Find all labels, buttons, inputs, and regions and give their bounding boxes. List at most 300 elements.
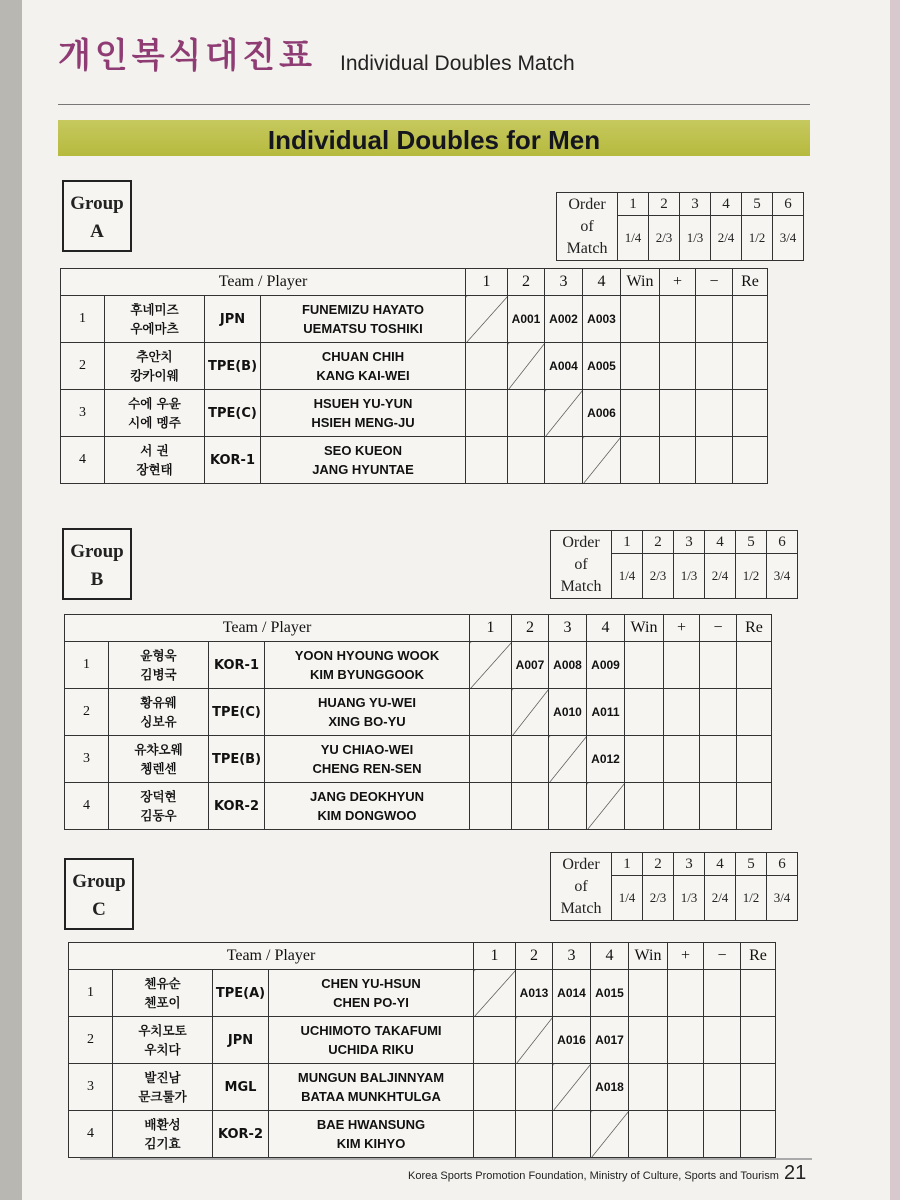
order-number: 2 xyxy=(643,853,674,876)
order-number: 3 xyxy=(674,853,705,876)
english-player-name: MUNGUN BALJINNYAM xyxy=(297,1070,445,1085)
match-code-cell: A011 xyxy=(587,689,625,736)
self-match-cell xyxy=(591,1111,629,1158)
row-number: 4 xyxy=(69,1111,113,1158)
order-fixture xyxy=(612,554,643,599)
table-row xyxy=(65,642,772,689)
order-label-line: Order xyxy=(562,855,600,873)
order-fixture-pair: 3/4 xyxy=(773,568,791,583)
match-code-cell xyxy=(549,783,587,830)
order-number: 5 xyxy=(742,193,773,216)
english-names-cell xyxy=(261,296,466,343)
team-code: TPE(C) xyxy=(205,390,261,437)
self-match-cell xyxy=(470,642,512,689)
row-number: 4 xyxy=(65,783,109,830)
match-code-cell xyxy=(508,390,545,437)
order-label-line: Order xyxy=(562,533,600,551)
match-code-cell: A001 xyxy=(508,296,545,343)
order-number: 2 xyxy=(649,193,680,216)
opponent-column-header: 4 xyxy=(591,943,629,970)
korean-player-name: 윤형욱 xyxy=(140,648,177,663)
table-row xyxy=(61,390,768,437)
match-code-cell xyxy=(474,1064,516,1111)
win-cell xyxy=(621,296,660,343)
team-code: JPN xyxy=(205,296,261,343)
order-number-row xyxy=(551,853,798,876)
korean-names-cell xyxy=(105,390,205,437)
re-cell xyxy=(741,1064,776,1111)
self-match-cell xyxy=(474,970,516,1017)
order-label-line: Match xyxy=(566,239,608,257)
opponent-column-header: 1 xyxy=(466,269,508,296)
row-number: 2 xyxy=(61,343,105,390)
english-names-cell xyxy=(261,437,466,484)
minus-cell xyxy=(700,642,737,689)
re-cell xyxy=(733,296,768,343)
team-player-header: Team / Player xyxy=(61,269,466,296)
win-cell xyxy=(629,1017,668,1064)
order-number: 4 xyxy=(705,531,736,554)
opponent-column-header: 4 xyxy=(583,269,621,296)
order-fixture xyxy=(705,876,736,921)
self-match-cell xyxy=(508,343,545,390)
opponent-column-header: 3 xyxy=(549,615,587,642)
minus-cell xyxy=(704,970,741,1017)
korean-player-name: 싱보유 xyxy=(140,714,177,729)
win-cell xyxy=(625,736,664,783)
team-code: JPN xyxy=(213,1017,269,1064)
korean-names-cell xyxy=(113,1111,213,1158)
team-player-header: Team / Player xyxy=(65,615,470,642)
order-fixture xyxy=(643,554,674,599)
group-label-box xyxy=(62,180,132,252)
korean-player-name: 황유웨 xyxy=(140,695,177,710)
table-row xyxy=(65,736,772,783)
group-label-box xyxy=(62,528,132,600)
korean-player-name: 시에 멩주 xyxy=(128,415,181,430)
match-code-cell xyxy=(553,1111,591,1158)
match-code-cell xyxy=(516,1064,553,1111)
re-header: Re xyxy=(737,615,772,642)
row-number: 3 xyxy=(61,390,105,437)
page-title-english: Individual Doubles Match xyxy=(340,52,575,75)
order-fixture-pair: 2/4 xyxy=(717,230,735,245)
team-code: MGL xyxy=(213,1064,269,1111)
order-number: 4 xyxy=(705,853,736,876)
order-fixture xyxy=(705,554,736,599)
plus-header: + xyxy=(668,943,704,970)
win-cell xyxy=(621,437,660,484)
order-fixture-pair: 2/3 xyxy=(649,890,667,905)
group-label-box xyxy=(64,858,134,930)
korean-player-name: 발진남 xyxy=(144,1070,181,1085)
opponent-column-header: 3 xyxy=(553,943,591,970)
group-label-letter: B xyxy=(90,569,104,590)
opponent-column-header: 3 xyxy=(545,269,583,296)
english-names-cell xyxy=(269,1017,474,1064)
order-number: 5 xyxy=(736,853,767,876)
order-fixture xyxy=(736,876,767,921)
re-cell xyxy=(737,783,772,830)
order-number: 6 xyxy=(767,853,798,876)
order-fixture-pair: 1/4 xyxy=(624,230,642,245)
english-player-name: YU CHIAO-WEI xyxy=(320,742,414,757)
match-code-cell xyxy=(470,736,512,783)
order-fixture-pair: 1/4 xyxy=(618,568,636,583)
team-player-header: Team / Player xyxy=(69,943,474,970)
table-row xyxy=(61,437,768,484)
minus-header: − xyxy=(704,943,741,970)
match-code-cell xyxy=(466,437,508,484)
order-number: 1 xyxy=(612,531,643,554)
plus-cell xyxy=(660,390,696,437)
order-number: 2 xyxy=(643,531,674,554)
match-code-cell xyxy=(470,689,512,736)
self-match-cell xyxy=(516,1017,553,1064)
minus-cell xyxy=(700,689,737,736)
row-number: 1 xyxy=(61,296,105,343)
korean-names-cell xyxy=(105,437,205,484)
re-cell xyxy=(737,736,772,783)
order-fixture xyxy=(773,216,804,261)
minus-cell xyxy=(696,296,733,343)
korean-player-name: 장덕현 xyxy=(140,789,177,804)
korean-player-name: 첸유순 xyxy=(144,976,181,991)
english-names-cell xyxy=(269,970,474,1017)
korean-player-name: 첸포이 xyxy=(144,995,181,1010)
match-code-cell xyxy=(474,1017,516,1064)
match-code-cell: A006 xyxy=(583,390,621,437)
row-number: 3 xyxy=(65,736,109,783)
match-code-cell: A005 xyxy=(583,343,621,390)
match-code-cell xyxy=(466,390,508,437)
row-number: 2 xyxy=(69,1017,113,1064)
order-fixture xyxy=(736,554,767,599)
order-fixture xyxy=(649,216,680,261)
table-row xyxy=(61,343,768,390)
win-header: Win xyxy=(621,269,660,296)
english-player-name: HUANG YU-WEI xyxy=(318,695,416,710)
order-label-line: Order xyxy=(568,195,606,213)
korean-player-name: 수에 우윤 xyxy=(128,396,181,411)
footer-divider xyxy=(80,1158,812,1160)
re-cell xyxy=(741,1017,776,1064)
order-number: 1 xyxy=(618,193,649,216)
group-label-letter: C xyxy=(92,899,106,920)
korean-names-cell xyxy=(113,970,213,1017)
korean-player-name: 김기효 xyxy=(144,1136,181,1151)
order-fixture-pair: 1/2 xyxy=(748,230,766,245)
opponent-column-header: 4 xyxy=(587,615,625,642)
korean-names-cell xyxy=(113,1064,213,1111)
order-fixture-pair: 1/3 xyxy=(680,568,698,583)
order-fixture xyxy=(767,876,798,921)
opponent-column-header: 2 xyxy=(512,615,549,642)
english-player-name: JANG DEOKHYUN xyxy=(309,789,425,804)
row-number: 2 xyxy=(65,689,109,736)
minus-cell xyxy=(696,437,733,484)
order-label-line: of xyxy=(574,555,588,573)
korean-player-name: 김동우 xyxy=(140,808,177,823)
order-fixture-pair: 1/2 xyxy=(742,568,760,583)
team-code: KOR-2 xyxy=(209,783,265,830)
match-code-cell: A018 xyxy=(591,1064,629,1111)
group-match-table xyxy=(68,942,776,1158)
english-names-cell xyxy=(265,689,470,736)
english-player-name: JANG HYUNTAE xyxy=(312,462,414,477)
match-code-cell: A014 xyxy=(553,970,591,1017)
footer-credit: Korea Sports Promotion Foundation, Ministry of Culture, Sports and Tourism xyxy=(408,1170,779,1182)
english-names-cell xyxy=(265,736,470,783)
order-fixture xyxy=(643,876,674,921)
korean-names-cell xyxy=(105,296,205,343)
korean-player-name: 유챠오웨 xyxy=(134,742,183,757)
order-fixture xyxy=(618,216,649,261)
order-fixture xyxy=(711,216,742,261)
match-code-cell xyxy=(512,783,549,830)
order-number: 3 xyxy=(680,193,711,216)
match-code-cell xyxy=(512,736,549,783)
korean-player-name: 쳉렌센 xyxy=(140,761,177,776)
order-fixture-pair: 2/3 xyxy=(649,568,667,583)
minus-header: − xyxy=(700,615,737,642)
match-code-cell: A017 xyxy=(591,1017,629,1064)
english-player-name: KIM KIHYO xyxy=(336,1136,406,1151)
plus-cell xyxy=(660,296,696,343)
english-names-cell xyxy=(269,1111,474,1158)
english-player-name: KIM DONGWOO xyxy=(317,808,417,823)
group-label-word: Group xyxy=(70,193,124,214)
order-fixture-pair: 3/4 xyxy=(773,890,791,905)
english-player-name: HSIEH MENG-JU xyxy=(311,415,415,430)
opponent-column-header: 2 xyxy=(508,269,545,296)
english-player-name: HSUEH YU-YUN xyxy=(313,396,413,411)
order-of-match-table xyxy=(550,852,798,921)
plus-cell xyxy=(664,783,700,830)
group-label-word: Group xyxy=(72,871,126,892)
plus-cell xyxy=(668,970,704,1017)
table-header-row xyxy=(61,269,768,296)
order-number: 6 xyxy=(767,531,798,554)
order-fixture-pair: 1/3 xyxy=(686,230,704,245)
minus-cell xyxy=(704,1017,741,1064)
re-cell xyxy=(737,689,772,736)
korean-names-cell xyxy=(109,783,209,830)
row-number: 1 xyxy=(69,970,113,1017)
page-title-korean: 개인복식대진표 xyxy=(58,36,316,76)
match-code-cell: A003 xyxy=(583,296,621,343)
win-cell xyxy=(621,390,660,437)
english-player-name: XING BO-YU xyxy=(328,714,406,729)
match-code-cell xyxy=(545,437,583,484)
match-code-cell: A008 xyxy=(549,642,587,689)
korean-player-name: 장현태 xyxy=(136,462,173,477)
korean-player-name: 문크툴가 xyxy=(138,1089,187,1104)
order-label-line: of xyxy=(574,877,588,895)
match-code-cell xyxy=(508,437,545,484)
self-match-cell xyxy=(545,390,583,437)
korean-player-name: 김병국 xyxy=(140,667,177,682)
order-fixture-pair: 3/4 xyxy=(779,230,797,245)
minus-cell xyxy=(696,390,733,437)
order-of-match-label xyxy=(551,531,612,599)
korean-player-name: 우에마츠 xyxy=(130,321,179,336)
order-of-match-table xyxy=(556,192,804,261)
english-names-cell xyxy=(265,783,470,830)
match-code-cell xyxy=(470,783,512,830)
group-match-table xyxy=(60,268,768,484)
english-player-name: CHUAN CHIH xyxy=(321,349,405,364)
group-match-table xyxy=(64,614,772,830)
order-label-line: Match xyxy=(560,577,602,595)
korean-player-name: 배환성 xyxy=(144,1117,181,1132)
match-code-cell xyxy=(474,1111,516,1158)
order-fixture xyxy=(767,554,798,599)
korean-names-cell xyxy=(105,343,205,390)
plus-cell xyxy=(668,1017,704,1064)
section-banner-title: Individual Doubles for Men xyxy=(267,125,601,155)
order-number: 3 xyxy=(674,531,705,554)
match-code-cell xyxy=(466,343,508,390)
order-of-match-table xyxy=(550,530,798,599)
english-names-cell xyxy=(269,1064,474,1111)
opponent-column-header: 2 xyxy=(516,943,553,970)
english-player-name: KIM BYUNGGOOK xyxy=(309,667,425,682)
order-fixture xyxy=(612,876,643,921)
opponent-column-header: 1 xyxy=(470,615,512,642)
order-of-match-label xyxy=(551,853,612,921)
plus-cell xyxy=(660,343,696,390)
header-divider xyxy=(58,104,810,105)
english-player-name: CHEN YU-HSUN xyxy=(321,976,421,991)
match-code-cell: A009 xyxy=(587,642,625,689)
self-match-cell xyxy=(553,1064,591,1111)
self-match-cell xyxy=(512,689,549,736)
team-code: TPE(A) xyxy=(213,970,269,1017)
self-match-cell xyxy=(466,296,508,343)
english-names-cell xyxy=(261,343,466,390)
match-code-cell: A010 xyxy=(549,689,587,736)
korean-player-name: 우치모토 xyxy=(138,1023,187,1038)
match-code-cell: A002 xyxy=(545,296,583,343)
win-cell xyxy=(629,1064,668,1111)
minus-cell xyxy=(700,783,737,830)
table-header-row xyxy=(65,615,772,642)
order-fixture-pair: 2/4 xyxy=(711,890,729,905)
order-fixture-pair: 1/2 xyxy=(742,890,760,905)
english-names-cell xyxy=(265,642,470,689)
plus-cell xyxy=(668,1064,704,1111)
korean-names-cell xyxy=(109,736,209,783)
english-player-name: FUNEMIZU HAYATO xyxy=(301,302,425,317)
korean-player-name: 후네미즈 xyxy=(130,302,179,317)
english-player-name: YOON HYOUNG WOOK xyxy=(294,648,440,663)
table-row xyxy=(69,1111,776,1158)
re-cell xyxy=(737,642,772,689)
opponent-column-header: 1 xyxy=(474,943,516,970)
order-fixture-pair: 1/3 xyxy=(680,890,698,905)
minus-cell xyxy=(696,343,733,390)
korean-names-cell xyxy=(109,642,209,689)
table-header-row xyxy=(69,943,776,970)
self-match-cell xyxy=(583,437,621,484)
order-number: 1 xyxy=(612,853,643,876)
order-number: 6 xyxy=(773,193,804,216)
row-number: 3 xyxy=(69,1064,113,1111)
table-row xyxy=(69,970,776,1017)
plus-cell xyxy=(664,642,700,689)
order-number-row xyxy=(551,531,798,554)
win-cell xyxy=(625,783,664,830)
plus-cell xyxy=(660,437,696,484)
order-number-row xyxy=(557,193,804,216)
order-label-line: Match xyxy=(560,899,602,917)
minus-cell xyxy=(704,1111,741,1158)
table-row xyxy=(69,1064,776,1111)
korean-player-name: 우치다 xyxy=(144,1042,181,1057)
english-player-name: SEO KUEON xyxy=(323,443,402,458)
english-player-name: CHEN PO-YI xyxy=(333,995,409,1010)
page-edge-decoration xyxy=(890,0,900,1200)
win-header: Win xyxy=(625,615,664,642)
english-names-cell xyxy=(261,390,466,437)
plus-header: + xyxy=(664,615,700,642)
match-code-cell: A007 xyxy=(512,642,549,689)
order-fixture xyxy=(742,216,773,261)
re-cell xyxy=(733,390,768,437)
korean-names-cell xyxy=(113,1017,213,1064)
match-code-cell: A013 xyxy=(516,970,553,1017)
english-player-name: BATAA MUNKHTULGA xyxy=(301,1089,441,1104)
order-fixture xyxy=(674,876,705,921)
team-code: KOR-1 xyxy=(205,437,261,484)
team-code: KOR-2 xyxy=(213,1111,269,1158)
order-of-match-label xyxy=(557,193,618,261)
re-header: Re xyxy=(733,269,768,296)
order-fixture-pair: 2/3 xyxy=(655,230,673,245)
order-number: 4 xyxy=(711,193,742,216)
minus-header: − xyxy=(696,269,733,296)
match-code-cell: A004 xyxy=(545,343,583,390)
english-player-name: UEMATSU TOSHIKI xyxy=(303,321,423,336)
page-number: 21 xyxy=(784,1162,807,1184)
team-code: TPE(B) xyxy=(209,736,265,783)
re-header: Re xyxy=(741,943,776,970)
korean-player-name: 캉카이웨 xyxy=(130,368,179,383)
order-label-line: of xyxy=(580,217,594,235)
re-cell xyxy=(733,437,768,484)
plus-cell xyxy=(664,736,700,783)
order-fixture-pair: 1/4 xyxy=(618,890,636,905)
order-fixture xyxy=(674,554,705,599)
re-cell xyxy=(741,1111,776,1158)
win-cell xyxy=(629,970,668,1017)
team-code: TPE(B) xyxy=(205,343,261,390)
order-number: 5 xyxy=(736,531,767,554)
korean-player-name: 추안치 xyxy=(136,349,173,364)
english-player-name: BAE HWANSUNG xyxy=(316,1117,426,1132)
team-code: TPE(C) xyxy=(209,689,265,736)
group-label-letter: A xyxy=(90,221,104,242)
minus-cell xyxy=(700,736,737,783)
team-code: KOR-1 xyxy=(209,642,265,689)
english-player-name: CHENG REN-SEN xyxy=(312,761,422,776)
re-cell xyxy=(741,970,776,1017)
win-cell xyxy=(629,1111,668,1158)
match-code-cell: A012 xyxy=(587,736,625,783)
row-number: 1 xyxy=(65,642,109,689)
group-label-word: Group xyxy=(70,541,124,562)
